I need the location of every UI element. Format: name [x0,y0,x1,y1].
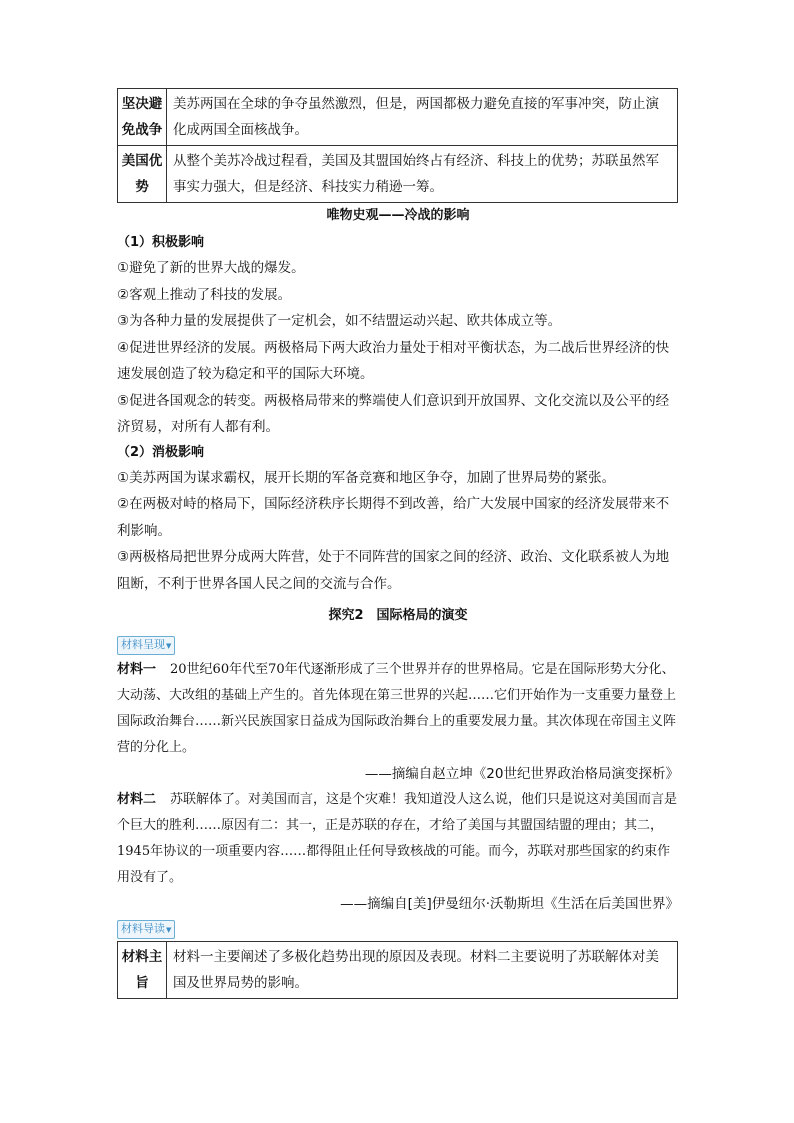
material-one-label: 材料一 [117,662,157,677]
material-one [117,657,679,761]
row-text: 美苏两国在全球的争夺虽然激烈，但是，两国都极力避免直接的军事冲突，防止演化成两国全面核战争。 [167,89,678,146]
table-row [118,942,678,999]
guide-text: 材料一主要阐述了多极化趋势出现的原因及表现。材料二主要说明了苏联解体对美国及世界局势的影响。 [167,942,678,999]
row-label: 坚决避免战争 [118,89,167,146]
list-item: ②客观上推动了科技的发展。 [117,286,292,303]
section-title: 唯物史观——冷战的影响 [326,208,470,223]
row-text: 从整个美苏冷战过程看，美国及其盟国始终占有经济、科技上的优势；苏联虽然军事实力强大，但是经济、科技实力稍逊一筹。 [167,146,678,203]
explore-title: 探究2 国际格局的演变 [328,608,468,623]
triangle-down-icon: ▼ [166,926,172,934]
material-one-source: ——摘编自赵立坤《20世纪世界政治格局演变探析》 [364,766,679,782]
material-two-source: ——摘编自[美]伊曼纽尔·沃勒斯坦《生活在后美国世界》 [340,896,679,912]
list-item: ⑤促进各国观念的转变。两极格局带来的弊端使人们意识到开放国界、文化交流以及公平的经济贸易，对所有人都有利。 [117,392,670,435]
material-two-text: 苏联解体了。对美国而言，这是个灾难！我知道没人这么说，他们只是说这对美国而言是个巨大的胜利……原因有二：其一，正是苏联的存在，才给了美国与其盟国结盟的理由；其二，1945年协议的一项重要内容……都得阻止任何导致核战的可能。而今，苏联对那些国家的约束作用没有了。 [117,792,678,885]
table-row [118,146,678,203]
negative-heading: （2）消极影响 [117,444,205,460]
list-item: ①美苏两国为谋求霸权，展开长期的军备竞赛和地区争夺，加剧了世界局势的紧张。 [117,469,616,486]
positive-heading: （1）积极影响 [117,235,205,250]
material-one-text: 20世纪60年代至70年代逐渐形成了三个世界并存的世界格局。它是在国际形势大分化、大动荡、大改组的基础上产生的。首先体现在第三世界的兴起……它们开始作为一支重要力量登上国际政治舞台……新兴民族国家日益成为国际政治舞台上的重要发展力量。其次体现在帝国主义阵营的分化上。 [117,662,677,755]
list-item: ③为各种力量的发展提供了一定机会，如不结盟运动兴起、欧共体成立等。 [117,313,562,329]
list-item: ④促进世界经济的发展。两极格局下两大政治力量处于相对平衡状态，为二战后世界经济的快速发展创造了较为稳定和平的国际大环境。 [117,339,670,382]
document-page [117,88,679,999]
table-row [118,89,678,146]
triangle-down-icon: ▼ [166,642,172,650]
list-item: ③两极格局把世界分成两大阵营，处于不同阵营的国家之间的经济、政治、文化联系被人为地阻断，不利于世界各国人民之间的交流与合作。 [117,549,670,592]
list-item: ②在两极对峙的格局下，国际经济秩序长期得不到改善，给广大发展中国家的经济发展带来不利影响。 [117,496,670,539]
guide-badge [117,917,679,941]
row-label: 美国优势 [118,146,167,203]
guide-table [117,941,678,999]
material-two-label: 材料二 [117,792,157,807]
material-two [117,787,679,891]
top-table [117,88,678,203]
list-item: ①避免了新的世界大战的爆发。 [117,260,305,276]
guide-label: 材料主旨 [118,942,167,999]
guide-badge-label: 材料导读 [121,922,165,935]
material-badge-label: 材料呈现 [121,638,165,651]
material-badge [117,633,679,657]
